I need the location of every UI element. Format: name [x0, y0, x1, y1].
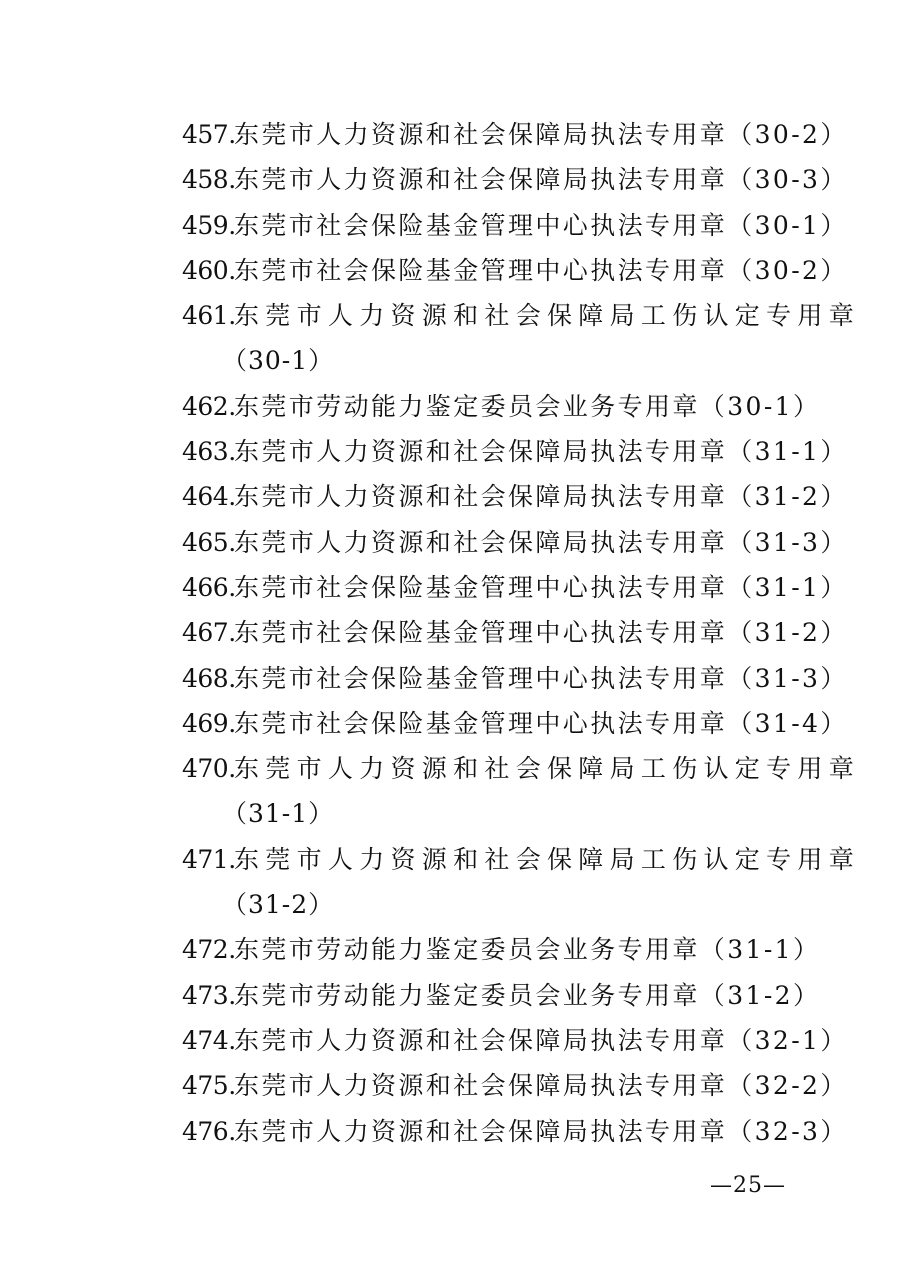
- item-text: 东莞市人力资源和社会保障局执法专用章（31-1）: [234, 437, 848, 467]
- list-item: [182, 429, 848, 474]
- item-number: 472.: [182, 935, 236, 965]
- item-number: 468.: [182, 663, 236, 693]
- item-number: 457.: [182, 120, 236, 149]
- item-number: 459.: [182, 210, 236, 240]
- list-item: [182, 1018, 848, 1063]
- list-item: [182, 248, 848, 293]
- item-number: 469.: [182, 708, 236, 738]
- item-number: 474.: [182, 1025, 236, 1055]
- item-text: 东莞市人力资源和社会保障局执法专用章（31-3）: [234, 527, 848, 557]
- item-number: 458.: [182, 165, 236, 195]
- item-text-continuation: （31-2）: [222, 890, 335, 920]
- list-item: [182, 927, 821, 972]
- list-item: [182, 384, 821, 429]
- item-text: 东莞市劳动能力鉴定委员会业务专用章（31-1）: [234, 935, 821, 965]
- item-number: 460.: [182, 255, 236, 285]
- seal-list: [182, 112, 861, 1154]
- list-item: [182, 837, 861, 928]
- item-text: 东莞市社会保险基金管理中心执法专用章（30-1）: [234, 210, 848, 240]
- item-number: 463.: [182, 437, 236, 467]
- item-number: 470.: [182, 754, 236, 784]
- item-number: 473.: [182, 980, 236, 1010]
- list-item: [182, 565, 848, 610]
- list-item: [182, 520, 848, 565]
- item-number: 466.: [182, 572, 236, 602]
- item-text: 东莞市人力资源和社会保障局工伤认定专用章: [234, 301, 861, 331]
- item-number: 464.: [182, 482, 236, 512]
- list-item: [182, 973, 821, 1018]
- page-number: —25—: [710, 1173, 786, 1198]
- list-item: [182, 203, 848, 248]
- item-text-continuation: （31-1）: [222, 799, 335, 829]
- item-number: 461.: [182, 301, 236, 331]
- item-text-continuation: （30-1）: [222, 346, 335, 376]
- item-number: 462.: [182, 391, 236, 421]
- item-text: 东莞市人力资源和社会保障局执法专用章（30-3）: [234, 165, 848, 195]
- item-text: 东莞市劳动能力鉴定委员会业务专用章（30-1）: [234, 391, 821, 421]
- item-text: 东莞市人力资源和社会保障局工伤认定专用章: [234, 754, 861, 784]
- item-text: 东莞市人力资源和社会保障局工伤认定专用章: [234, 844, 861, 874]
- item-number: 471.: [182, 844, 236, 874]
- item-text: 东莞市人力资源和社会保障局执法专用章（32-2）: [234, 1071, 848, 1101]
- item-number: 476.: [182, 1116, 236, 1146]
- item-text: 东莞市社会保险基金管理中心执法专用章（31-1）: [234, 572, 848, 602]
- list-item: [182, 610, 848, 655]
- list-item: [182, 656, 848, 701]
- list-item: [182, 701, 848, 746]
- item-text: 东莞市社会保险基金管理中心执法专用章（31-2）: [234, 618, 848, 648]
- item-number: 475.: [182, 1071, 236, 1101]
- list-item: [182, 112, 848, 157]
- item-text: 东莞市社会保险基金管理中心执法专用章（30-2）: [234, 255, 848, 285]
- item-number: 467.: [182, 618, 236, 648]
- item-text: 东莞市人力资源和社会保障局执法专用章（32-3）: [234, 1116, 848, 1146]
- list-item: [182, 1063, 848, 1108]
- list-item: [182, 293, 861, 384]
- item-text: 东莞市人力资源和社会保障局执法专用章（30-2）: [234, 120, 848, 149]
- item-text: 东莞市社会保险基金管理中心执法专用章（31-4）: [234, 708, 848, 738]
- item-number: 465.: [182, 527, 236, 557]
- list-item: [182, 746, 861, 837]
- list-item: [182, 474, 848, 519]
- list-item: [182, 1109, 848, 1154]
- item-text: 东莞市人力资源和社会保障局执法专用章（31-2）: [234, 482, 848, 512]
- item-text: 东莞市人力资源和社会保障局执法专用章（32-1）: [234, 1025, 848, 1055]
- item-text: 东莞市劳动能力鉴定委员会业务专用章（31-2）: [234, 980, 821, 1010]
- item-text: 东莞市社会保险基金管理中心执法专用章（31-3）: [234, 663, 848, 693]
- list-item: [182, 157, 848, 202]
